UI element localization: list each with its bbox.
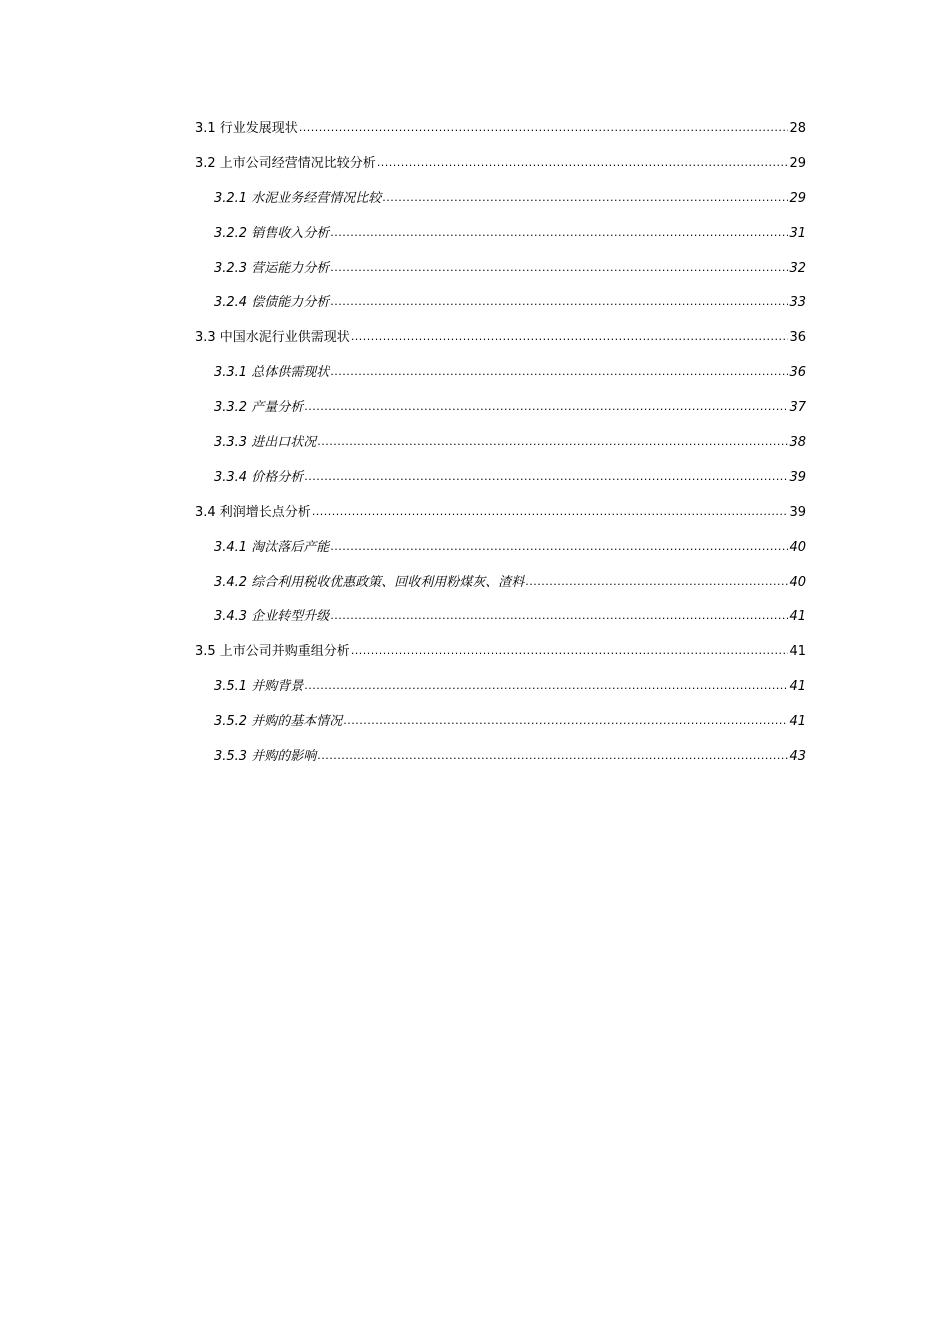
toc-entry-3-4-3[interactable] (195, 605, 806, 640)
toc-dot-leader (343, 714, 788, 727)
toc-page-number: 41 (789, 679, 806, 695)
toc-page-number: 38 (789, 435, 806, 451)
toc-entry-3-2-1[interactable] (195, 187, 806, 222)
toc-dot-leader (525, 575, 788, 588)
toc-page-number: 41 (789, 644, 806, 660)
toc-entry-label: 3.5.3 并购的影响 (214, 749, 317, 765)
toc-entry-label: 3.5 上市公司并购重组分析 (195, 644, 350, 660)
toc-entry-3-4-1[interactable] (195, 536, 806, 571)
toc-page-number: 36 (789, 365, 806, 381)
toc-entry-label: 3.3.4 价格分析 (214, 469, 304, 485)
toc-dot-leader (330, 226, 788, 239)
toc-page-number: 37 (789, 400, 806, 416)
toc-page-number: 39 (789, 504, 806, 520)
toc-entry-3-3[interactable] (195, 326, 806, 361)
toc-dot-leader (304, 679, 788, 692)
toc-dot-leader (351, 330, 789, 343)
toc-entry-3-2-4[interactable] (195, 291, 806, 326)
toc-entry-label: 3.4.1 淘汰落后产能 (214, 539, 330, 555)
toc-dot-leader (330, 540, 788, 553)
toc-page-number: 36 (789, 330, 806, 346)
toc-entry-3-4[interactable] (195, 501, 806, 536)
toc-dot-leader (304, 400, 788, 413)
toc-entry-label: 3.3 中国水泥行业供需现状 (195, 330, 350, 346)
toc-entry-3-5[interactable] (195, 640, 806, 675)
toc-dot-leader (317, 749, 788, 762)
toc-page-number: 40 (789, 574, 806, 590)
toc-entry-3-3-3[interactable] (195, 431, 806, 466)
toc-entry-3-3-2[interactable] (195, 396, 806, 431)
toc-dot-leader (330, 609, 788, 622)
table-of-contents (195, 117, 806, 780)
toc-entry-3-2[interactable] (195, 152, 806, 187)
toc-entry-label: 3.2.1 水泥业务经营情况比较 (214, 190, 382, 206)
toc-entry-3-5-3[interactable] (195, 745, 806, 780)
toc-entry-label: 3.2.2 销售收入分析 (214, 225, 330, 241)
toc-entry-3-5-1[interactable] (195, 675, 806, 710)
toc-entry-label: 3.3.2 产量分析 (214, 400, 304, 416)
toc-page-number: 29 (789, 190, 806, 206)
toc-entry-label: 3.4.2 综合利用税收优惠政策、回收利用粉煤灰、渣料 (214, 574, 525, 590)
toc-dot-leader (330, 365, 788, 378)
toc-dot-leader (377, 156, 789, 169)
toc-entry-label: 3.5.1 并购背景 (214, 679, 304, 695)
toc-dot-leader (317, 435, 788, 448)
toc-entry-3-2-3[interactable] (195, 257, 806, 292)
toc-page-number: 33 (789, 295, 806, 311)
toc-entry-3-3-4[interactable] (195, 466, 806, 501)
toc-page-number: 43 (789, 749, 806, 765)
toc-page-number: 32 (789, 260, 806, 276)
toc-entry-label: 3.3.3 进出口状况 (214, 435, 317, 451)
toc-dot-leader (299, 121, 789, 134)
toc-page-number: 29 (789, 155, 806, 171)
toc-entry-3-3-1[interactable] (195, 361, 806, 396)
toc-entry-3-4-2[interactable] (195, 571, 806, 606)
toc-page-number: 31 (789, 225, 806, 241)
toc-page-number: 40 (789, 539, 806, 555)
toc-page-number: 39 (789, 469, 806, 485)
toc-entry-label: 3.5.2 并购的基本情况 (214, 714, 343, 730)
toc-entry-3-1[interactable] (195, 117, 806, 152)
toc-dot-leader (382, 191, 788, 204)
toc-entry-label: 3.4 利润增长点分析 (195, 504, 311, 520)
toc-page-number: 41 (789, 714, 806, 730)
toc-dot-leader (330, 261, 788, 274)
toc-entry-3-2-2[interactable] (195, 222, 806, 257)
toc-dot-leader (304, 470, 788, 483)
toc-dot-leader (351, 644, 789, 657)
toc-entry-label: 3.2.4 偿债能力分析 (214, 295, 330, 311)
toc-entry-label: 3.3.1 总体供需现状 (214, 365, 330, 381)
toc-entry-3-5-2[interactable] (195, 710, 806, 745)
toc-entry-label: 3.1 行业发展现状 (195, 121, 298, 136)
toc-dot-leader (312, 505, 789, 518)
toc-entry-label: 3.2.3 营运能力分析 (214, 260, 330, 276)
toc-page-number: 41 (789, 609, 806, 625)
toc-page-number: 28 (789, 121, 806, 136)
toc-entry-label: 3.2 上市公司经营情况比较分析 (195, 155, 376, 171)
toc-dot-leader (330, 295, 788, 308)
toc-entry-label: 3.4.3 企业转型升级 (214, 609, 330, 625)
